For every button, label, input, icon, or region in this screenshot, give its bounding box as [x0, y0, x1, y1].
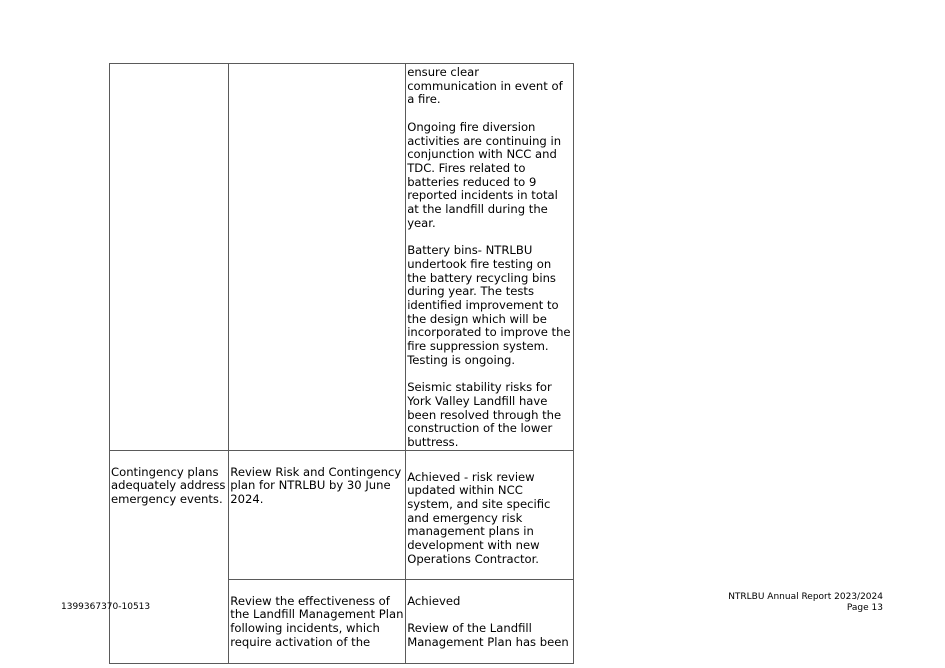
objective-cell — [110, 64, 229, 451]
action-cell — [229, 64, 406, 451]
status-paragraph: Seismic stability risks for York Valley Landfill have been resolved through the construction of the lower buttress. — [407, 380, 562, 449]
report-title: NTRLBU Annual Report 2023/2024 — [728, 592, 883, 602]
objective-cell: Contingency plans adequately address emergency events. — [110, 450, 229, 663]
status-paragraph: Review of the Landfill Management Plan has been — [407, 621, 569, 649]
status-paragraph: ensure clear communication in event of a fire. — [407, 65, 563, 107]
status-cell: Achieved - risk review updated within NCC system, and site specific and emergency risk management plans in development with new Operations Contractor. — [406, 450, 574, 579]
status-cell — [406, 579, 574, 663]
status-paragraph: Ongoing fire diversion activities are continuing in conjunction with NCC and TDC. Fires related to batteries reduced to 9 reported incidents in total at the landfill during the year. — [407, 119, 562, 230]
table-row — [110, 64, 574, 451]
status-cell — [406, 64, 574, 451]
table-row — [110, 450, 574, 579]
action-cell: Review the effectiveness of the Landfill Management Plan following incidents, which require activation of the — [229, 579, 406, 663]
status-paragraph: Battery bins- NTRLBU undertook fire testing on the battery recycling bins during year. The tests identified improvement to the design which will be incorporated to improve the fire suppression system. Testing is ongoing. — [407, 243, 571, 367]
page-footer — [728, 592, 883, 614]
report-table — [109, 63, 574, 664]
document-id: 1399367370-10513 — [61, 602, 151, 612]
page-number: Page 13 — [846, 603, 883, 613]
action-cell: Review Risk and Contingency plan for NTRLBU by 30 June 2024. — [229, 450, 406, 579]
status-title: Achieved — [407, 593, 461, 608]
